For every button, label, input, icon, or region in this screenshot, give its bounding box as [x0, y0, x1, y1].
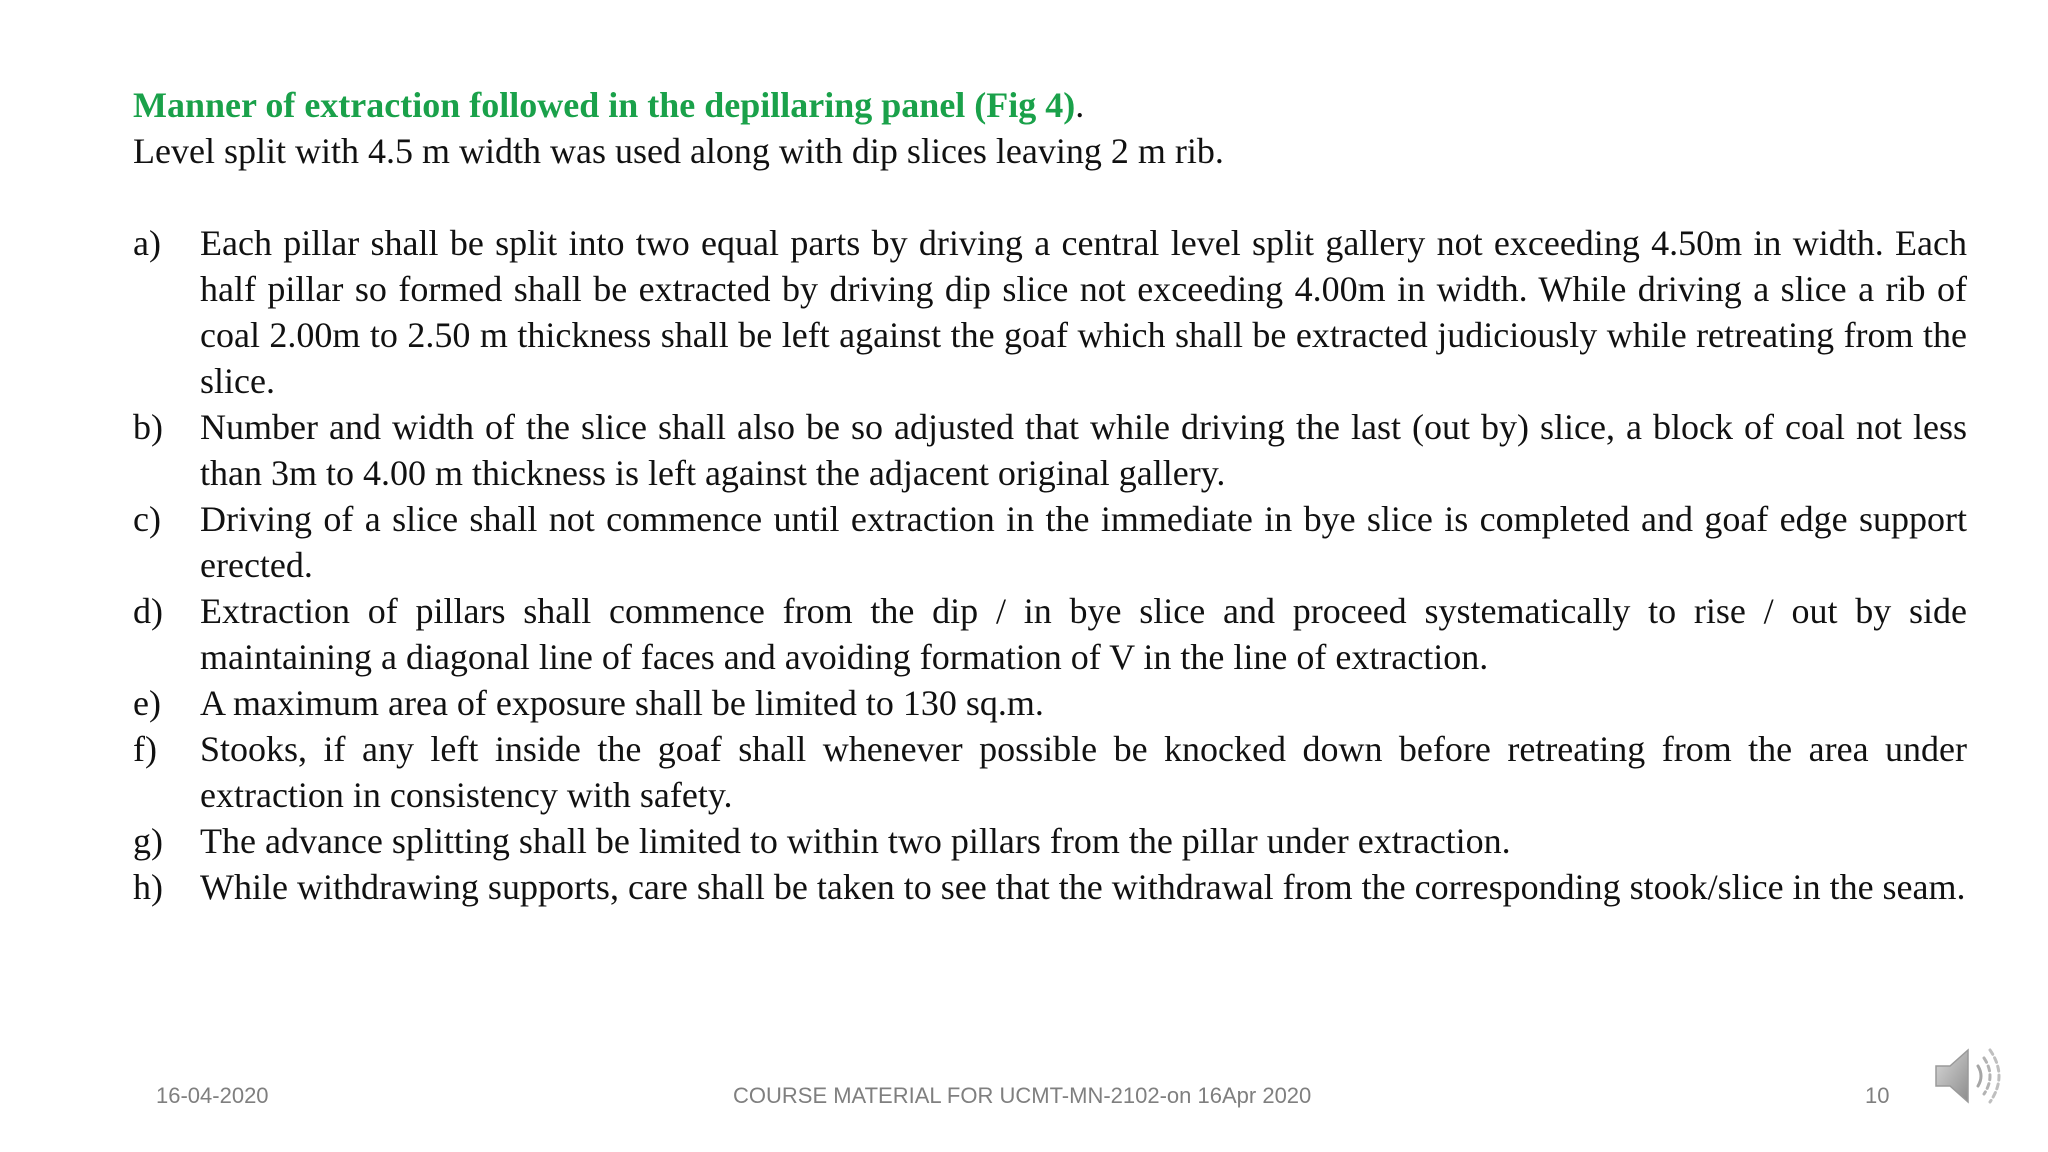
item-marker: e) — [133, 683, 161, 723]
item-text: Driving of a slice shall not commence until extraction in the immediate in bye slice is completed and goaf edge support erected. — [200, 499, 1967, 585]
item-text: Number and width of the slice shall also be so adjusted that while driving the last (out by) slice, a block of coal not less than 3m to 4.00 m thickness is left against the adjacent original gallery. — [200, 407, 1967, 493]
item-text: A maximum area of exposure shall be limited to 130 sq.m. — [200, 683, 1044, 723]
item-text: Each pillar shall be split into two equal parts by driving a central level split gallery not exceeding 4.50m in width. Each half pillar so formed shall be extracted by driving dip slice not exceeding 4.00m in width. While driving a slice a rib of coal 2.00m to 2.50 m thickness shall be left against the goaf which shall be extracted judiciously while retreating from the slice. — [200, 223, 1967, 401]
item-marker: b) — [133, 407, 163, 447]
slide-number: 10 — [1865, 1083, 1890, 1108]
item-text: Stooks, if any left inside the goaf shall whenever possible be knocked down before retreating from the area under extraction in consistency with safety. — [200, 729, 1967, 815]
item-text: The advance splitting shall be limited to within two pillars from the pillar under extraction. — [200, 821, 1511, 861]
item-marker: h) — [133, 867, 163, 907]
speaker-icon-graphic — [1930, 1036, 2010, 1116]
list-item — [133, 588, 1967, 680]
list-item — [133, 220, 1967, 404]
footer-date: 16-04-2020 — [156, 1083, 269, 1108]
item-text: While withdrawing supports, care shall be taken to see that the withdrawal from the corresponding stook/slice in the seam. — [200, 867, 1966, 907]
list-item — [133, 726, 1967, 818]
list-item — [133, 496, 1967, 588]
list-item — [133, 864, 1967, 910]
list-item — [133, 680, 1967, 726]
item-marker: c) — [133, 499, 161, 539]
heading-highlight: Manner of extraction followed in the depillaring panel (Fig 4) — [133, 85, 1076, 125]
list-item — [133, 404, 1967, 496]
list-item — [133, 818, 1967, 864]
item-marker: g) — [133, 821, 163, 861]
item-marker: a) — [133, 223, 161, 263]
intro-line: Level split with 4.5 m width was used along with dip slices leaving 2 m rib. — [133, 131, 1224, 171]
slide-content — [133, 82, 1967, 910]
heading-trailing: . — [1075, 85, 1085, 125]
item-text: Extraction of pillars shall commence from the dip / in bye slice and proceed systematically to rise / out by side maintaining a diagonal line of faces and avoiding formation of V in the line of extraction. — [200, 591, 1967, 677]
item-marker: f) — [133, 729, 157, 769]
item-marker: d) — [133, 591, 163, 631]
rules-list — [133, 220, 1967, 910]
slide-heading — [133, 82, 1967, 128]
speaker-icon[interactable] — [1930, 1036, 2010, 1116]
footer-course-title: COURSE MATERIAL FOR UCMT-MN-2102-on 16Apr 2020 — [733, 1083, 1312, 1108]
